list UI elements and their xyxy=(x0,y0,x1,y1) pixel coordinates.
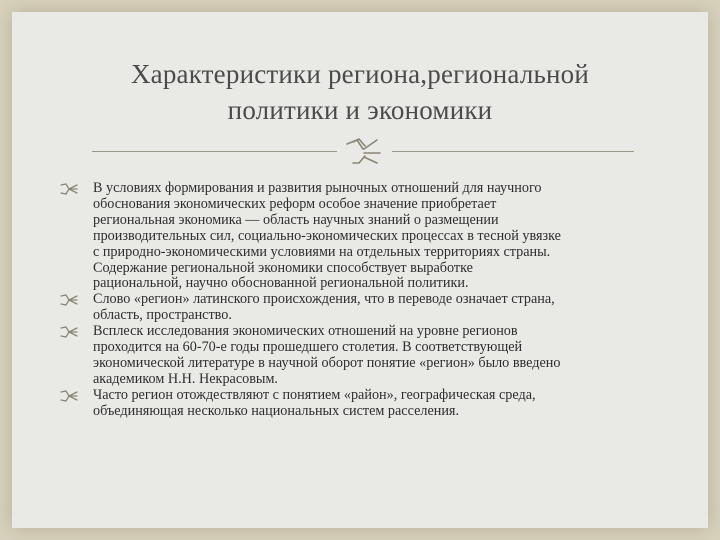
ornament-lines-icon xyxy=(60,183,78,195)
slide xyxy=(12,12,708,528)
bullet-text-line: региональная экономика — область научных знаний о размещении xyxy=(93,211,499,228)
bullet-text-line: Слово «регион» латинского происхождения, что в переводе означает страна, xyxy=(93,291,555,308)
bullet-text-line: Содержание региональной экономики способствует выработке xyxy=(93,259,473,276)
bullet-list xyxy=(60,181,696,420)
bullet-text-line: объединяющая несколько национальных систем расселения. xyxy=(93,402,460,419)
bullet-item xyxy=(60,388,696,420)
bullet-item xyxy=(60,292,696,324)
bullet-text-line: Всплеск исследования экономических отношений на уровне регионов xyxy=(93,323,518,340)
bullet-text-line: Часто регион отождествляют с понятием «район», географическая среда, xyxy=(93,386,536,403)
bullet-text-line: область, пространство. xyxy=(93,307,232,324)
ornament-lines-icon xyxy=(60,294,78,306)
bullet-text-line: проходится на 60-70-е годы прошедшего столетия. В соответствующей xyxy=(93,339,523,356)
ornament-lines-icon xyxy=(60,390,78,402)
bullet-text-line: рациональной, научно обоснованной региональной политики. xyxy=(93,275,469,292)
bullet-item xyxy=(60,324,696,388)
bullet-item xyxy=(60,181,696,292)
bullet-text-line: экономической литературе в научной оборот понятие «регион» было введено xyxy=(93,354,561,371)
bullet-text-line: В условиях формирования и развития рыночных отношений для научного xyxy=(93,180,542,196)
bullet-text-line: академиком Н.Н. Некрасовым. xyxy=(93,370,278,387)
title-line-1: Характеристики региона,региональной xyxy=(130,59,590,89)
ornament-chevron-icon xyxy=(344,136,384,166)
bullet-text-line: производительных сил, социально-экономических процессах в тесной увязке xyxy=(93,227,561,244)
slide-title xyxy=(52,56,668,128)
title-divider-left xyxy=(92,151,337,152)
title-line-2: политики и экономики xyxy=(227,95,493,125)
title-divider-right xyxy=(392,151,634,152)
bullet-text-line: с природно-экономическими условиями на отдельных территориях страны. xyxy=(93,243,551,260)
bullet-text-line: обоснования экономических реформ особое значение приобретает xyxy=(93,195,497,212)
ornament-lines-icon xyxy=(60,326,78,338)
